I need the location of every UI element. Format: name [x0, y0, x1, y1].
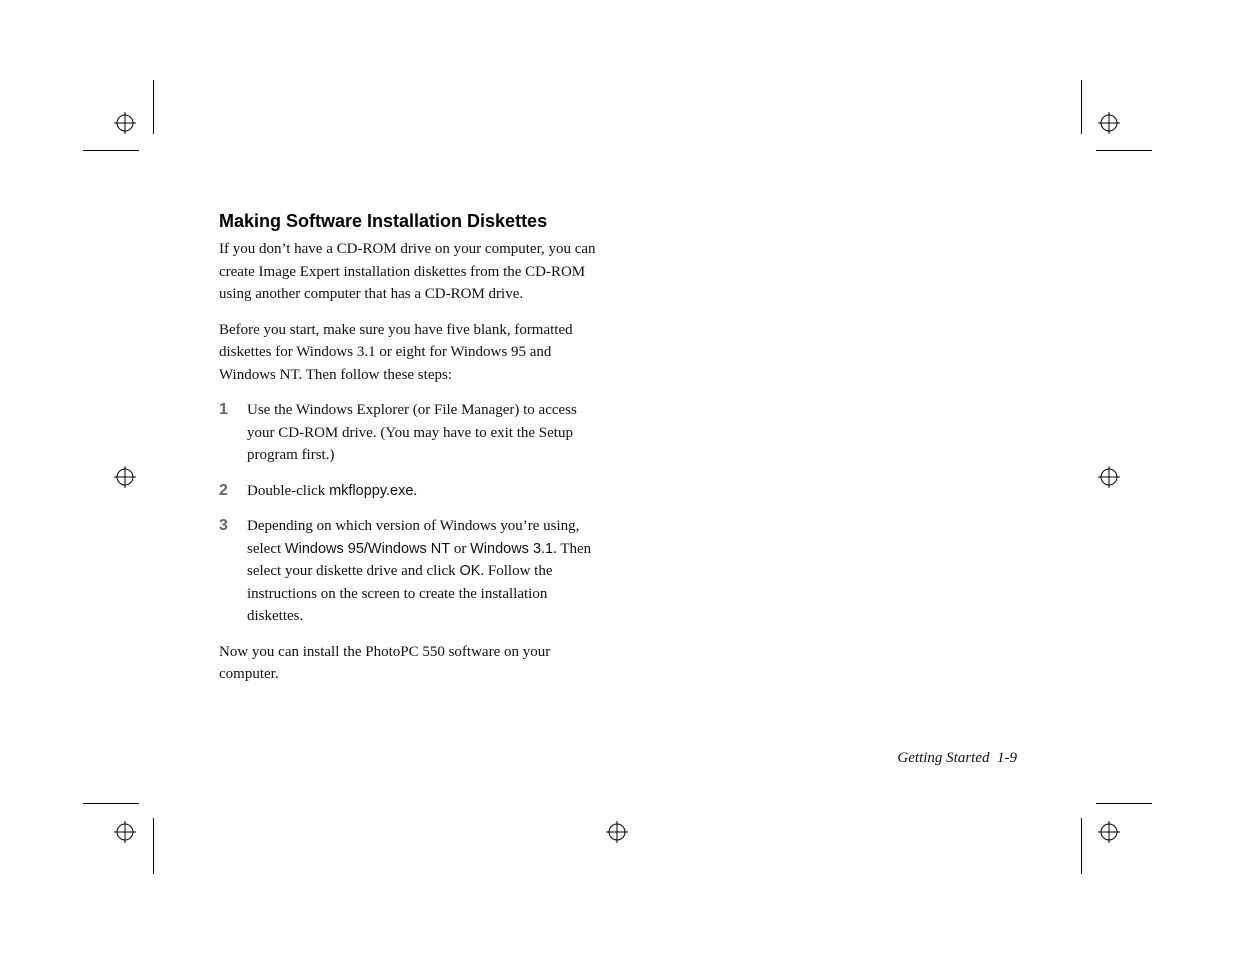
- registration-mark-icon: [1098, 466, 1120, 488]
- registration-mark-icon: [606, 821, 628, 843]
- registration-mark-icon: [114, 112, 136, 134]
- section-heading: Making Software Installation Diskettes: [219, 211, 548, 231]
- crop-mark: [153, 80, 154, 134]
- crop-mark: [83, 150, 139, 151]
- crop-mark: [153, 818, 154, 874]
- crop-mark: [1096, 803, 1152, 804]
- step-item: [219, 399, 604, 467]
- filename-text: mkfloppy.exe: [329, 482, 414, 499]
- step-number: 1: [219, 401, 228, 418]
- page-footer: Getting Started 1-9: [897, 750, 1017, 766]
- ui-option-text: Windows 3.1: [470, 540, 554, 557]
- registration-mark-icon: [114, 821, 136, 843]
- registration-mark-icon: [1098, 112, 1120, 134]
- registration-mark-icon: [1098, 821, 1120, 843]
- step-text: .: [413, 482, 418, 499]
- step-item: [219, 480, 604, 503]
- step-text: or: [450, 540, 471, 557]
- step-item: [219, 515, 604, 628]
- crop-mark: [1081, 818, 1082, 874]
- step-text: . Then select your diskette drive and click: [247, 540, 592, 579]
- closing-paragraph: Now you can install the PhotoPC 550 software on your computer.: [219, 643, 551, 682]
- step-number: 2: [219, 481, 228, 499]
- intro-paragraph: If you don’t have a CD-ROM drive on your computer, you can create Image Expert installation diskettes from the CD-ROM using another computer that has a CD-ROM drive.: [219, 241, 596, 302]
- step-text: Depending on which version of Windows you’re using, select: [247, 518, 580, 557]
- step-text: Use the Windows Explorer (or File Manager) to access your CD-ROM drive. (You may have to exit the Setup program first.): [247, 402, 577, 463]
- step-number: 3: [219, 517, 228, 534]
- ui-button-text: OK: [459, 563, 481, 579]
- step-text: Double-click: [247, 482, 330, 499]
- registration-mark-icon: [114, 466, 136, 488]
- crop-mark: [83, 803, 139, 804]
- step-text: . Follow the instructions on the screen to create the installation diskettes.: [247, 563, 553, 624]
- crop-mark: [1081, 80, 1082, 134]
- page-content: [219, 208, 604, 699]
- ui-option-text: Windows 95/Windows NT: [284, 540, 451, 557]
- before-paragraph: Before you start, make sure you have five blank, formatted diskettes for Windows 3.1 or eight for Windows 95 and Windows NT. Then follow these steps:: [219, 321, 573, 383]
- crop-mark: [1096, 150, 1152, 151]
